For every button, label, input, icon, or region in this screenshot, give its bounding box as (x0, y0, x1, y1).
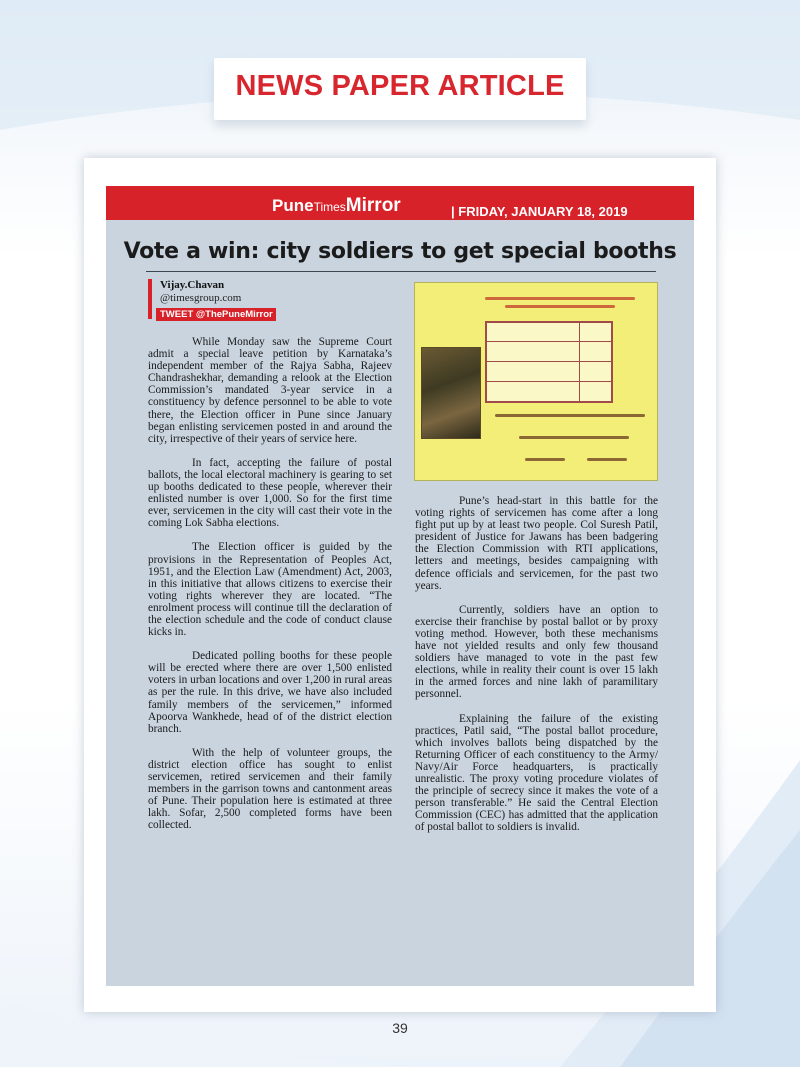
photo-table (485, 321, 613, 403)
photo-caption-line (485, 297, 635, 300)
photo-caption-line (525, 458, 565, 461)
table-row (487, 361, 611, 362)
tweet-tag: TWEET @ThePuneMirror (156, 308, 276, 321)
table-row (487, 381, 611, 382)
soldier-photo (421, 347, 481, 439)
table-row (487, 341, 611, 342)
masthead-date: | FRIDAY, JANUARY 18, 2019 (451, 204, 628, 219)
paragraph: Dedicated polling booths for these people will be erected where there are over 1,500 enlisted voters in urban locations and over 1,200 in rural areas as per the rule. In this drive, we have also included family members of the servicemen,” informed Apoorva Wankhede, head of of the district election branch. (148, 650, 392, 735)
paragraph: With the help of volunteer groups, the district election office has sought to enlist servicemen, retired servicemen and their family members in the garrison towns and cantonment areas of Pune. Their population here is estimated at three lakh. Sofar, 2,500 completed forms have been collected. (148, 746, 392, 832)
article-photo (414, 282, 658, 481)
paragraph: The Election officer is guided by the provisions in the Representation of Peoples Act, 1951, and the Election Law (Amendment) Act, 2003, in this initiative that allows citizens to exercise their voting rights wherever they are located. “The enrolment process will continue till the declaration of the election schedule and the code of conduct clause kicks in. (148, 541, 392, 639)
masthead-logo (272, 195, 401, 217)
article-column-right (415, 495, 658, 845)
photo-caption-line (519, 436, 629, 439)
masthead-pune: Pune (272, 196, 314, 215)
paragraph: In fact, accepting the failure of postal ballots, the local electoral machinery is gearing to set up booths dedicated to these people, wherever their enlisted number is over 1,000. So for the first time ever, servicemen in the city will cast their vote in the coming Lok Sabha elections. (148, 456, 392, 530)
paragraph: Pune’s head-start in this battle for the voting rights of servicemen has come after a long fight put up by at least two people. Col Suresh Patil, president of Justice for Jawans has been badgering the Election Commission with RTI applications, letters and meetings, besides campaigning with defence officials and servicemen, for the past two years. (415, 495, 658, 592)
table-divider (579, 323, 580, 401)
masthead-mirror: Mirror (345, 195, 401, 216)
article-headline: Vote a win: city soldiers to get special booths (123, 239, 677, 264)
photo-caption-line (587, 458, 627, 461)
article-column-left (148, 336, 392, 843)
masthead (106, 186, 694, 220)
headline-rule (146, 271, 656, 272)
page-number: 39 (392, 1020, 408, 1036)
masthead-times: Times (313, 200, 346, 214)
paragraph: Explaining the failure of the existing practices, Patil said, “The postal ballot procedure, which involves ballots being dispatched by the Returning Officer of each constituency to the Army/ Navy/Air Force headquarters, is practically unrealistic. The proxy voting procedure violates of the principle of secrecy since it makes the vote of a person transferable.” He said the Central Election Commission (CEC) has admitted that the application of postal ballot to soldiers is invalid. (415, 712, 658, 834)
photo-caption-line (505, 305, 615, 308)
author-handle: @timesgroup.com (160, 292, 242, 304)
masthead-date-text: FRIDAY, JANUARY 18, 2019 (458, 204, 628, 219)
page-heading: NEWS PAPER ARTICLE (235, 70, 565, 102)
newspaper-clipping (106, 186, 694, 986)
photo-caption-line (495, 414, 645, 417)
paragraph: While Monday saw the Supreme Court admit a special leave petition by Karnataka’s independent member of the Rajya Sabha, Rajeev Chandrashekhar, demanding a relook at the Election Commission’s mandated 3-year service in a constituency by defence personnel to be able to vote there, the Election officer in Pune since January began enlisting servicemen posted in and around the city, irrespective of their years of service here. (148, 336, 392, 445)
byline-accent (148, 279, 152, 319)
author-name: Vijay.Chavan (160, 279, 225, 291)
paragraph: Currently, soldiers have an option to exercise their franchise by postal ballot or by proxy voting method. However, both these mechanisms have not yielded results and only few thousand soldiers have managed to vote in the past few elections, while in reality their count is over 15 lakh in the armed forces and nine lakh of paramilitary personnel. (415, 603, 658, 701)
